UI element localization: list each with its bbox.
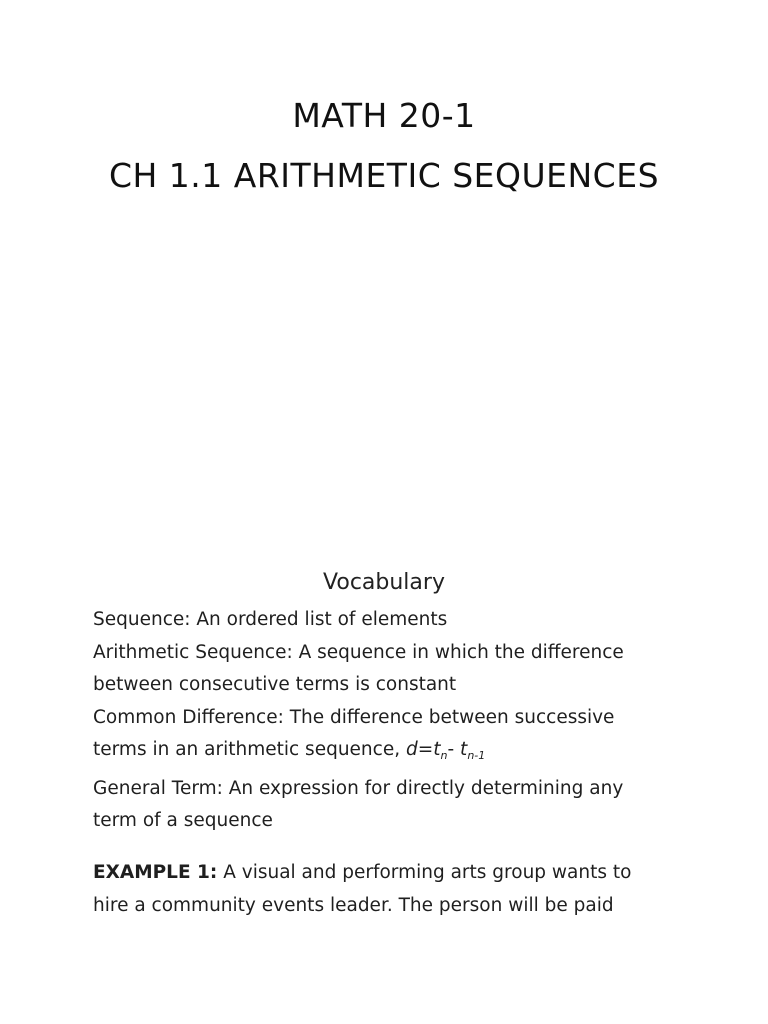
example-1-line-2: hire a community events leader. The person will be paid bbox=[93, 894, 614, 916]
vocabulary-list bbox=[93, 604, 693, 838]
formula-equals: = bbox=[417, 739, 434, 760]
course-title: MATH 20-1 bbox=[292, 96, 476, 135]
example-1-label: EXAMPLE 1: bbox=[93, 862, 218, 883]
vocab-line-arithmetic-sequence-cont: between consecutive terms is constant bbox=[93, 674, 457, 695]
formula-t-n: t bbox=[433, 739, 441, 760]
example-1-block bbox=[93, 857, 693, 922]
vocabulary-heading: Vocabulary bbox=[323, 570, 445, 595]
vocab-line-sequence: Sequence: An ordered list of elements bbox=[93, 609, 448, 630]
vocab-line-general-term-cont: term of a sequence bbox=[93, 810, 273, 831]
formula-sub-n-1: n-1 bbox=[467, 749, 486, 762]
vocab-line-general-term: General Term: An expression for directly determining any bbox=[93, 777, 624, 799]
vocab-line-common-difference: Common Difference: The difference between successive bbox=[93, 706, 615, 728]
formula-d: d bbox=[405, 739, 418, 760]
example-1-text: A visual and performing arts group wants to bbox=[217, 862, 632, 883]
formula-minus: - bbox=[447, 739, 461, 760]
example-1-line-1 bbox=[93, 857, 693, 890]
vocab-line-arithmetic-sequence: Arithmetic Sequence: A sequence in which the difference bbox=[93, 641, 624, 663]
vocab-line-common-difference-cont bbox=[93, 734, 693, 773]
formula-t-n-1: t bbox=[460, 739, 468, 760]
formula-sub-n: n bbox=[440, 749, 448, 762]
chapter-title: CH 1.1 ARITHMETIC SEQUENCES bbox=[108, 156, 660, 195]
common-difference-formula bbox=[406, 739, 485, 760]
vocab-text: terms in an arithmetic sequence, bbox=[93, 739, 406, 760]
